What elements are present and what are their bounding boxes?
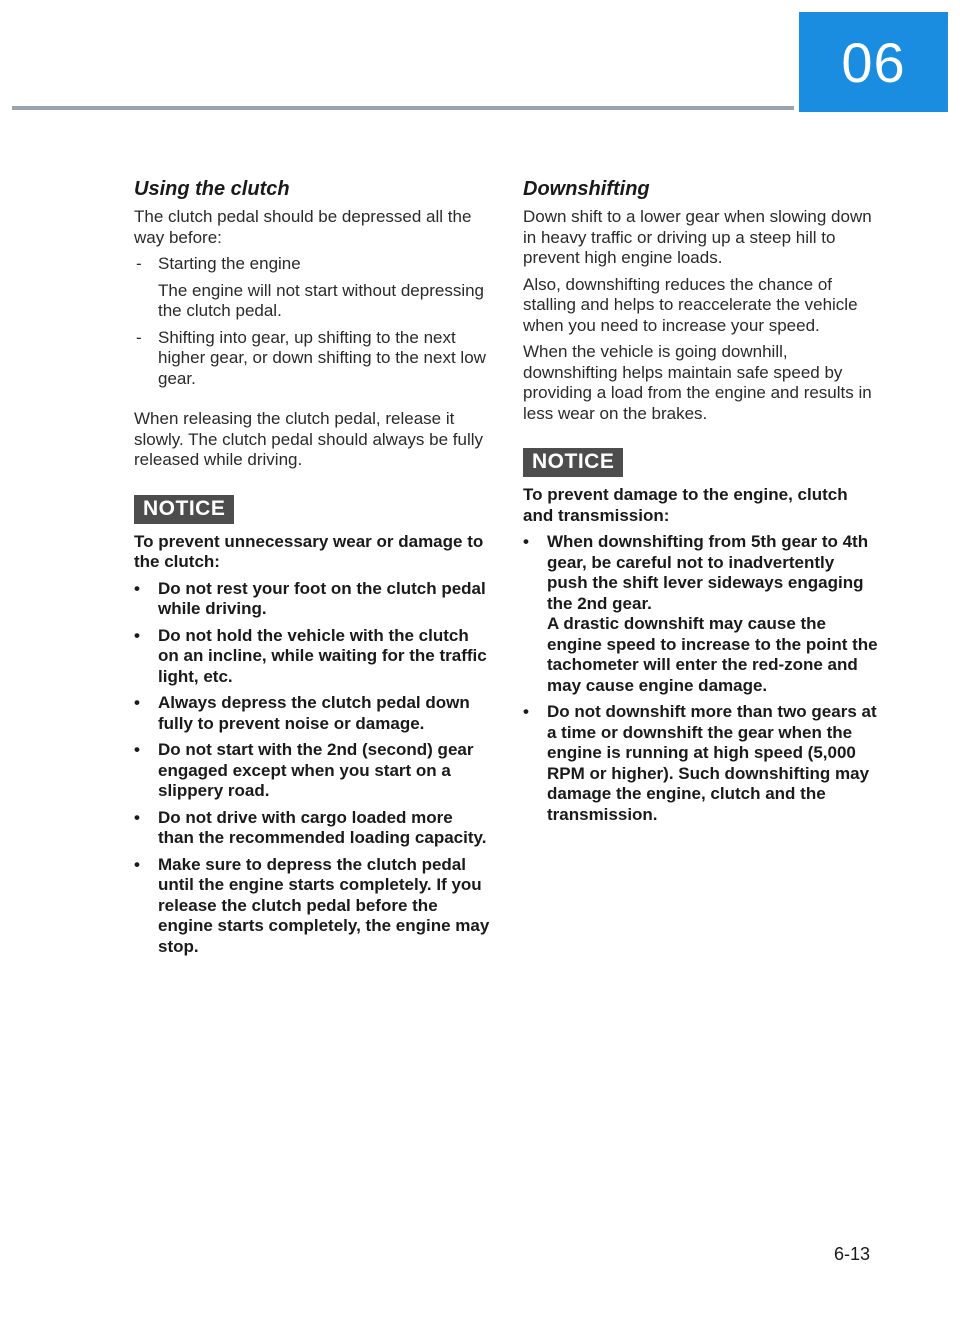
list-item-text: Do not hold the vehicle with the clutch on an incline, while waiting for the traffic light, etc. — [158, 625, 487, 686]
chapter-tab — [799, 12, 948, 112]
clutch-intro: The clutch pedal should be depressed all the way before: — [134, 207, 472, 247]
list-item — [134, 855, 490, 958]
downshift-paragraph: When the vehicle is going downhill, downshifting helps maintain safe speed by providing a load from the engine and results in less wear on the brakes. — [523, 342, 872, 423]
section-heading-clutch: Using the clutch — [134, 178, 290, 200]
list-item — [134, 579, 490, 620]
bullet-marker: • — [523, 702, 529, 721]
notice-intro: To prevent unnecessary wear or damage to the clutch: — [134, 531, 484, 571]
list-item-text: Do not rest your foot on the clutch pedal while driving. — [158, 578, 486, 618]
left-column — [134, 178, 490, 963]
list-item — [134, 254, 490, 322]
bullet-marker: • — [134, 807, 140, 827]
chapter-number: 06 — [841, 30, 906, 94]
list-item-text: Starting the engine — [158, 254, 301, 273]
dash-marker: - — [136, 327, 142, 347]
bullet-marker: • — [134, 693, 140, 712]
clutch-conditions-list — [134, 254, 490, 389]
section-heading-downshifting: Downshifting — [523, 178, 650, 200]
list-item — [134, 693, 490, 734]
list-item-text: Do not drive with cargo loaded more than the recommended loading capacity. — [158, 807, 487, 847]
list-item — [523, 702, 879, 825]
list-item — [523, 532, 879, 696]
notice-intro: To prevent damage to the engine, clutch and transmission: — [523, 485, 848, 525]
notice-list — [134, 579, 490, 958]
list-item-text: When downshifting from 5th gear to 4th gear, be careful not to inadvertently push the shift lever sideways engaging the 2nd gear. — [547, 532, 869, 613]
release-paragraph: When releasing the clutch pedal, release it slowly. The clutch pedal should always be fully released while driving. — [134, 409, 483, 469]
bullet-marker: • — [523, 532, 529, 551]
page-number: 6-13 — [833, 1244, 870, 1264]
list-item-text: Make sure to depress the clutch pedal until the engine starts completely. If you release the clutch pedal before the engine starts completely, the engine may stop. — [158, 854, 490, 956]
list-item — [134, 626, 490, 688]
bullet-marker: • — [134, 854, 140, 874]
downshift-paragraph: Also, downshifting reduces the chance of stalling and helps to reaccelerate the vehicle when you need to increase your speed. — [523, 274, 858, 335]
notice-badge: NOTICE — [134, 495, 234, 524]
list-item-subtext: The engine will not start without depressing the clutch pedal. — [158, 280, 485, 320]
dash-marker: - — [136, 254, 142, 273]
bullet-marker: • — [134, 578, 140, 598]
bullet-marker: • — [134, 625, 140, 645]
list-item-text: Do not start with the 2nd (second) gear engaged except when you start on a slippery road. — [158, 740, 474, 800]
downshift-paragraph: Down shift to a lower gear when slowing down in heavy traffic or driving up a steep hill to prevent high engine loads. — [523, 207, 872, 267]
bullet-marker: • — [134, 740, 140, 759]
list-item-text: Always depress the clutch pedal down fully to prevent noise or damage. — [158, 693, 470, 733]
list-item — [134, 328, 490, 390]
list-item — [134, 808, 490, 849]
list-item-text: Shifting into gear, up shifting to the next higher gear, or down shifting to the next low gear. — [158, 327, 486, 388]
notice-list — [523, 532, 879, 825]
list-item-text: A drastic downshift may cause the engine speed to increase to the point the tachometer will enter the red-zone and may cause engine damage. — [547, 614, 878, 695]
right-column — [523, 178, 879, 831]
list-item — [134, 740, 490, 802]
notice-badge: NOTICE — [523, 448, 623, 477]
header-rule — [12, 106, 794, 110]
list-item-text: Do not downshift more than two gears at a time or downshift the gear when the engine is running at high speed (5,000 RPM or higher). Such downshifting may damage the engine, clutch and the transmission. — [547, 702, 877, 824]
